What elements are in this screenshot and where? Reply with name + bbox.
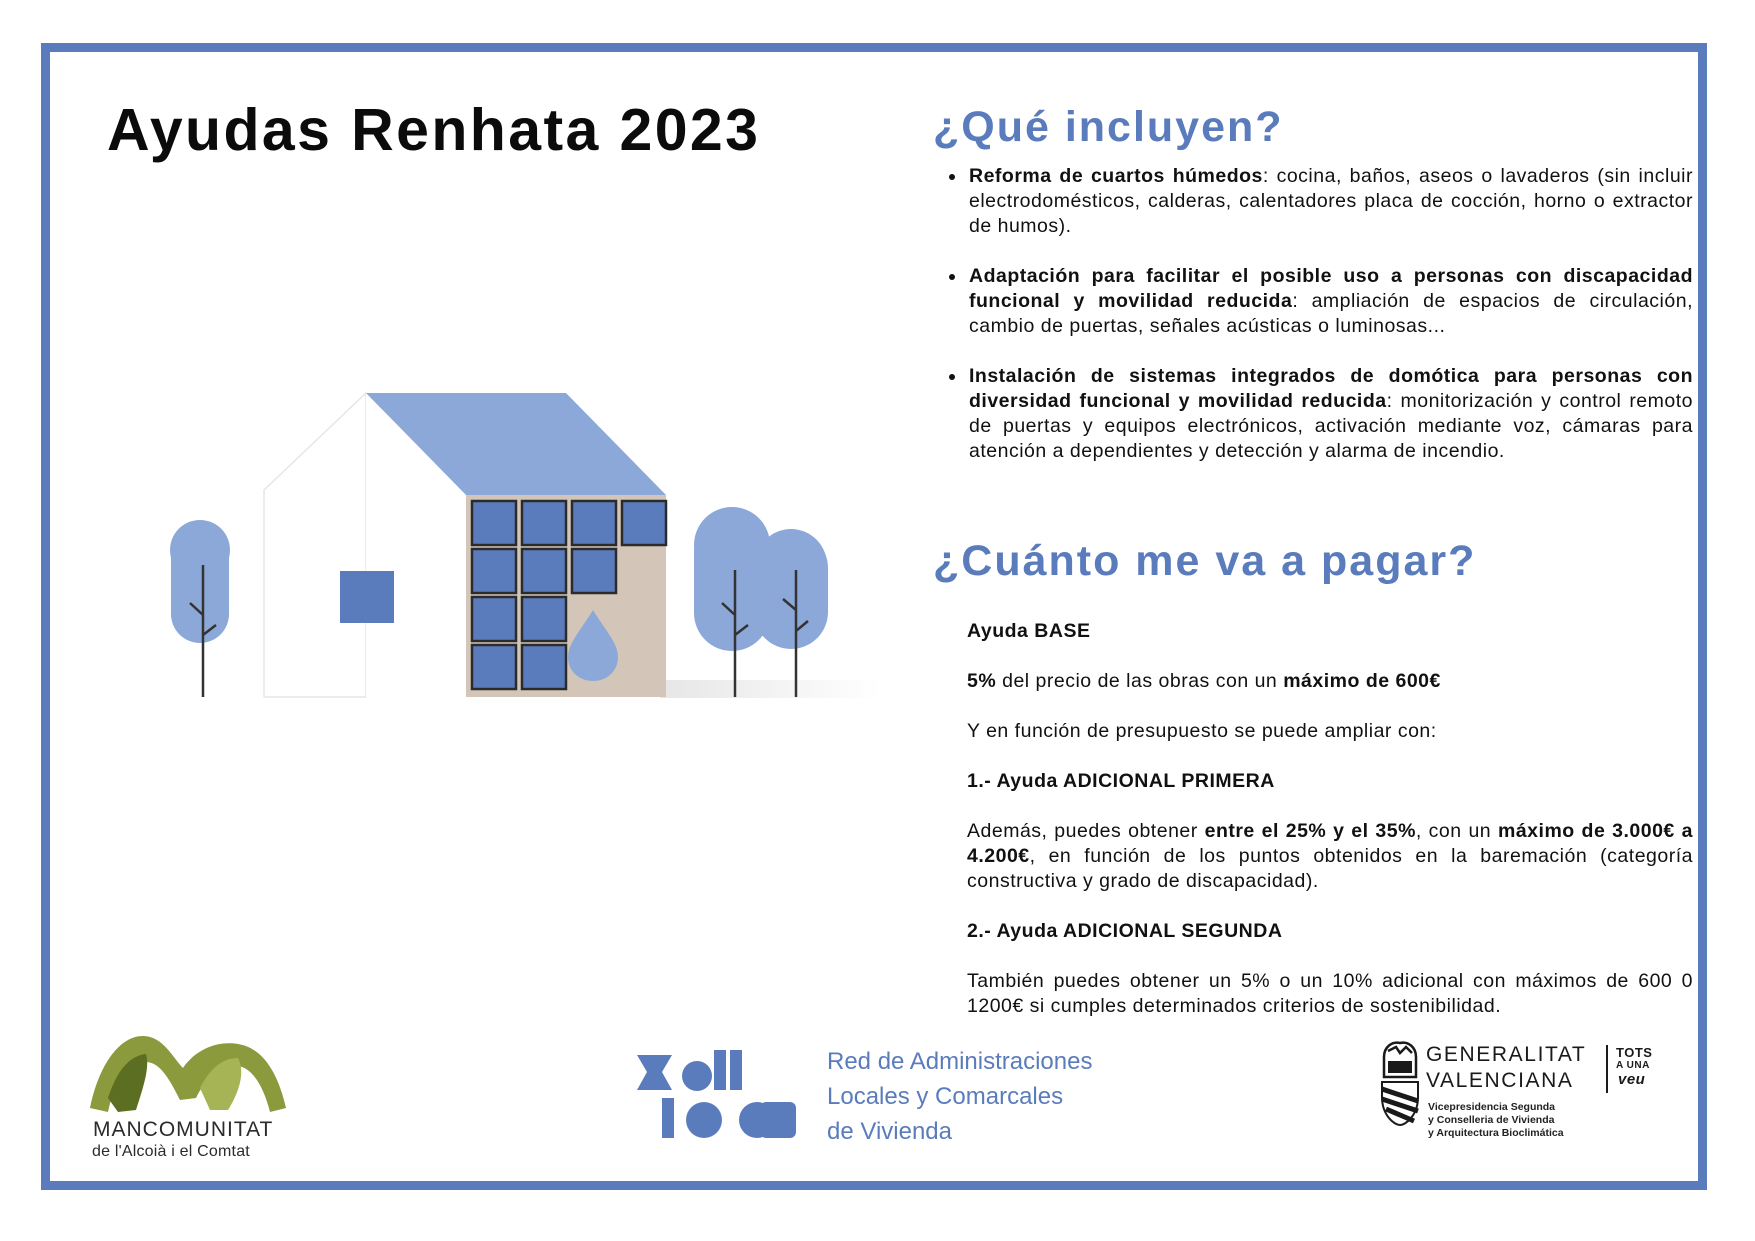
- mancomunitat-subtitle: de l'Alcoià i el Comtat: [92, 1143, 250, 1160]
- item-bold-text: Instalación de sistemas integrados de domótica para personas con diversidad funcional y movilidad reducida: [969, 365, 1693, 412]
- list-item: [967, 164, 1693, 239]
- generalitat-line-1: GENERALITAT: [1426, 1043, 1587, 1066]
- includes-title: ¿Qué incluyen?: [933, 103, 1284, 151]
- list-item: [967, 264, 1693, 339]
- tree-right-icon: [694, 507, 828, 697]
- mancomunitat-mark-icon: [88, 1028, 288, 1116]
- base-description: 5% del precio de las obras con un máximo de 600€: [967, 670, 1441, 692]
- xarxa-mark-icon: [632, 1040, 812, 1140]
- generalitat-sub-1: Vicepresidencia Segunda: [1428, 1101, 1556, 1113]
- payment-section: [967, 619, 1693, 1019]
- generalitat-divider: [1606, 1045, 1608, 1093]
- red-administraciones-logo: [632, 1040, 1132, 1150]
- item-text: : ampliación de espacios de circulación, cambio de puertas, señales acústicas o luminosas...: [969, 290, 1693, 337]
- list-item: [967, 364, 1693, 464]
- item-text: : cocina, baños, aseos o lavaderos (sin incluir electrodomésticos, calderas, calentadores placa de cocción, horno o extractor de humos).: [969, 165, 1693, 237]
- generalitat-shield-icon: [1378, 1037, 1422, 1127]
- item-text: : monitorización y control remoto de puertas y equipos electrónicos, activación mediante voz, cámaras para atención a dependientes y detección y alarma de incendio.: [969, 390, 1694, 462]
- generalitat-sub-3: y Arquitectura Bioclimática: [1428, 1127, 1564, 1139]
- tree-left-icon: [170, 520, 230, 697]
- red-line-1: Red de Administraciones: [827, 1048, 1093, 1075]
- mancomunitat-logo: [88, 1028, 298, 1163]
- includes-list: [933, 164, 1693, 464]
- page-title: Ayudas Renhata 2023: [107, 97, 761, 163]
- generalitat-line-2: VALENCIANA: [1426, 1069, 1574, 1092]
- generalitat-sub-2: y Conselleria de Vivienda: [1428, 1114, 1555, 1126]
- payment-title: ¿Cuánto me va a pagar?: [933, 537, 1477, 585]
- house-wall: [264, 393, 366, 697]
- second-description: También puedes obtener un 5% o un 10% adicional con máximos de 600 0 1200€ si cumples determinados criterios de sostenibilidad.: [967, 970, 1693, 1017]
- red-line-3: de Vivienda: [827, 1118, 952, 1145]
- expand-text: Y en función de presupuesto se puede ampliar con:: [967, 720, 1437, 742]
- item-bold-text: Reforma de cuartos húmedos: [969, 165, 1263, 187]
- base-heading: Ayuda BASE: [967, 620, 1091, 642]
- house-illustration: [160, 385, 880, 715]
- tots-line-3: veu: [1618, 1071, 1646, 1088]
- house-window: [340, 571, 394, 623]
- first-heading: 1.- Ayuda ADICIONAL PRIMERA: [967, 770, 1275, 792]
- tots-line-1: TOTS: [1616, 1045, 1653, 1060]
- second-heading: 2.- Ayuda ADICIONAL SEGUNDA: [967, 920, 1283, 942]
- first-description: Además, puedes obtener entre el 25% y el 35%, con un máximo de 3.000€ a 4.200€, en función de los puntos obtenidos en la baremación (categoría constructiva y grado de discapacidad).: [967, 820, 1693, 892]
- tots-line-2: A UNA: [1616, 1060, 1650, 1071]
- mancomunitat-name: MANCOMUNITAT: [93, 1118, 274, 1141]
- generalitat-logo: [1378, 1037, 1678, 1157]
- red-line-2: Locales y Comarcales: [827, 1083, 1064, 1110]
- item-bold-text: Adaptación para facilitar el posible uso a personas con discapacidad funcional y movilidad reducida: [969, 265, 1693, 312]
- ground-shadow: [660, 680, 880, 698]
